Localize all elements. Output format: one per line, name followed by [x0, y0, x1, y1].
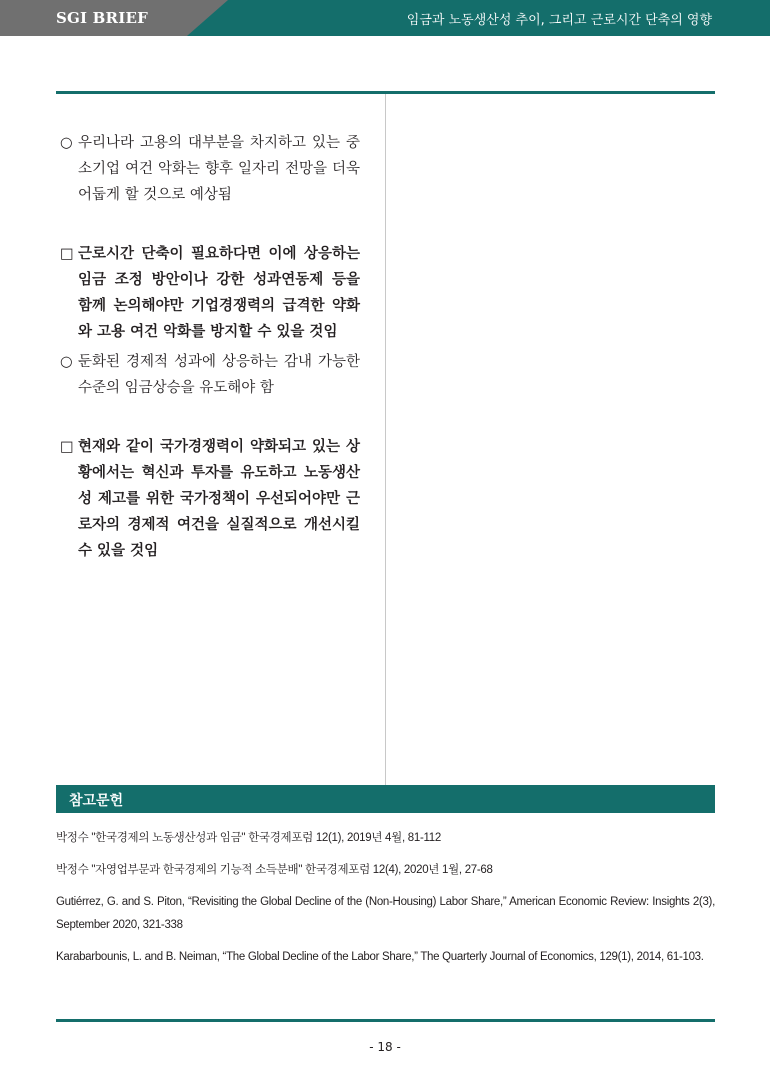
column-divider [385, 94, 386, 785]
circle-bullet-icon: ○ [60, 354, 73, 370]
reference-item: Gutiérrez, G. and S. Piton, “Revisiting the Global Decline of the (Non-Housing) Labor Share,” American Economic Review: Insights 2(3), September 2020, 321-338 [56, 896, 715, 931]
key-point-text: 근로시간 단축이 필요하다면 이에 상응하는 임금 조정 방안이나 강한 성과연동제 등을 함께 논의해야만 기업경쟁력의 급격한 약화와 고용 여건 악화를 방지할 수 있을 것임 [78, 246, 360, 340]
bullet-item [60, 130, 360, 208]
reference-item: 박정수 "한국경제의 노동생산성과 임금" 한국경제포럼 12(1), 2019년 4월, 81-112 [56, 832, 441, 844]
references-header [56, 785, 715, 813]
references-title: 참고문헌 [69, 793, 124, 809]
brand-label: SGI BRIEF [56, 9, 148, 27]
bullet-item [60, 349, 360, 401]
square-bullet-icon: □ [60, 439, 74, 455]
body-column [60, 130, 360, 564]
key-point-item [60, 241, 360, 345]
page-number: - 18 - [369, 1040, 401, 1054]
reference-list [56, 827, 715, 978]
bullet-text: 둔화된 경제적 성과에 상응하는 감내 가능한 수준의 임금상승을 유도해야 함 [78, 354, 360, 396]
key-point-text: 현재와 같이 국가경쟁력이 약화되고 있는 상황에서는 혁신과 투자를 유도하고 노동생산성 제고를 위한 국가정책이 우선되어야만 근로자의 경제적 여건을 실질적으로 개선시킬 수 있을 것임 [78, 439, 360, 559]
reference-item: 박정수 "자영업부문과 한국경제의 기능적 소득분배" 한국경제포럼 12(4), 2020년 1월, 27-68 [56, 864, 493, 876]
page-header [0, 0, 770, 36]
bottom-rule [56, 1019, 715, 1022]
bullet-text: 우리나라 고용의 대부분을 차지하고 있는 중소기업 여건 악화는 향후 일자리 전망을 더욱 어둡게 할 것으로 예상됨 [78, 135, 360, 203]
running-title: 임금과 노동생산성 추이, 그리고 근로시간 단축의 영향 [406, 13, 712, 28]
reference-item: Karabarbounis, L. and B. Neiman, “The Global Decline of the Labor Share,” The Quarterly Journal of Economics, 129(1), 2014, 61-103. [56, 951, 704, 963]
square-bullet-icon: □ [60, 246, 74, 262]
key-point-item [60, 434, 360, 564]
circle-bullet-icon: ○ [60, 135, 73, 151]
